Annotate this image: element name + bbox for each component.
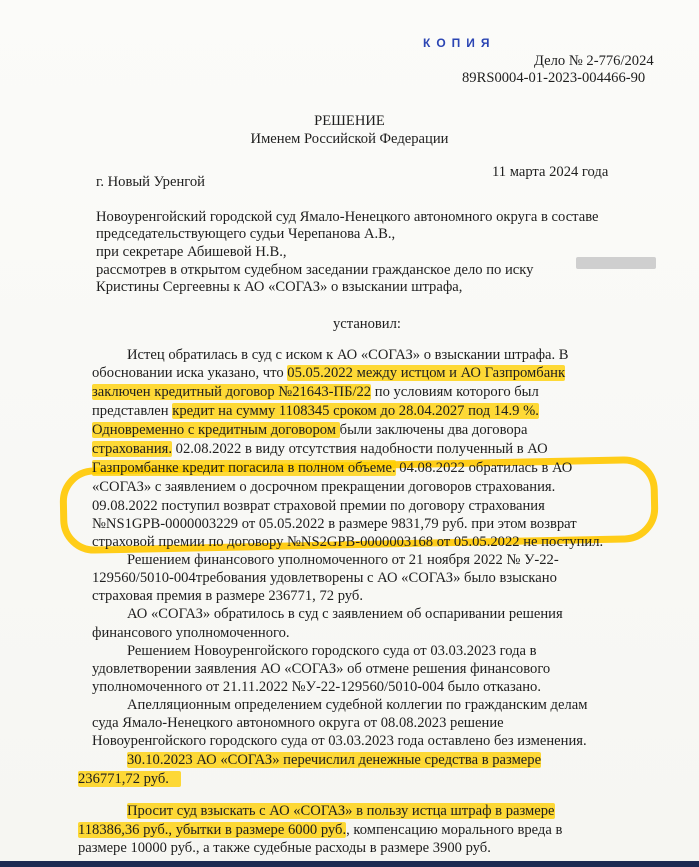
body-line: Решением финансового уполномоченного от 21 ноября 2022 № У-22- [127, 552, 559, 568]
body-line: Решением Новоуренгойского городского суда от 03.03.2023 года в [127, 643, 537, 659]
intro-line: при секретаре Абишевой Н.В., [96, 244, 287, 260]
highlight: Газпромбанке кредит погасила в полном объеме. [92, 460, 396, 476]
body-line: обосновании иска указано, что 05.05.2022 между истцом и АО Газпромбанк [92, 365, 566, 381]
body-line: 118386,36 руб., убытки в размере 6000 руб., компенсацию морального вреда в [78, 822, 563, 838]
highlight: заключен кредитный договор №21643-ПБ/22 [92, 384, 372, 400]
highlight: 236771,72 руб. [78, 771, 181, 787]
redacted-surname [576, 257, 656, 269]
intro-line: рассмотрев в открытом судебном заседании гражданское дело по иску [96, 262, 534, 278]
highlight: страхования. [92, 441, 173, 457]
body-line [127, 751, 541, 769]
case-number: Дело № 2-776/2024 [534, 53, 654, 69]
body-line: удовлетворении заявления АО «СОГАЗ» об отмене решения финансового [92, 661, 551, 677]
intro-line: Кристины Сергеевны к АО «СОГАЗ» о взыскании штрафа, [96, 279, 463, 295]
highlight: Просит суд взыскать с АО «СОГАЗ» в пользу истца штраф в размере [127, 803, 555, 819]
body-line: размере 10000 руб., а также судебные расходы в размере 3900 руб. [78, 840, 491, 856]
case-id: 89RS0004-01-2023-004466-90 [462, 70, 646, 86]
body-line: Апелляционным определением судебной коллегии по гражданским делам [127, 697, 588, 713]
body-line: 09.08.2022 поступил возврат страховой премии по договору страхования [92, 498, 545, 514]
place: г. Новый Уренгой [96, 174, 205, 190]
body-line: Новоуренгойского городского суда от 03.03.2023 года оставлено без изменения. [92, 733, 587, 749]
intro-line: председательствующего судьи Черепанова А.В., [96, 226, 396, 242]
established-heading: установил: [333, 316, 401, 332]
body-line [78, 770, 181, 788]
copy-stamp: КОПИЯ [423, 36, 496, 50]
body-line: Одновременно с кредитным договором были заключены два договора [92, 422, 528, 438]
bottom-bar [0, 861, 699, 867]
body-line: 129560/5010-004требования удовлетворены с АО «СОГАЗ» было взыскано [92, 570, 557, 586]
highlight: 30.10.2023 АО «СОГАЗ» перечислил денежные средства в размере [127, 752, 542, 768]
body-line: «СОГАЗ» с заявлением о досрочном прекращении договоров страхования. [92, 479, 556, 495]
document-subtitle: Именем Российской Федерации [250, 131, 449, 147]
body-line: АО «СОГАЗ» обратилось в суд с заявлением об оспаривании решения [127, 606, 563, 622]
body-line: представлен кредит на сумму 1108345 сроком до 28.04.2027 под 14.9 %. [92, 403, 539, 419]
date: 11 марта 2024 года [492, 164, 609, 180]
highlight: кредит на сумму 1108345 сроком до 28.04.2027 под 14.9 %. [172, 403, 539, 419]
highlight: 118386,36 руб., убытки в размере 6000 руб. [78, 822, 347, 838]
body-line: финансового уполномоченного. [92, 625, 290, 641]
body-line: №NS1GPB-0000003229 от 05.05.2022 в размере 9831,79 руб. при этом возврат [92, 516, 577, 532]
body-line: страховой премии по договору №NS2GPB-0000003168 от 05.05.2022 не поступил. [92, 534, 604, 550]
body-line: Истец обратилась в суд с иском к АО «СОГАЗ» о взыскании штрафа. В [127, 347, 569, 363]
document-title: РЕШЕНИЕ [314, 113, 385, 129]
body-line: страхования. 02.08.2022 в виду отсутствия надобности полученный в АО [92, 441, 548, 457]
body-line: уполномоченного от 21.11.2022 №У-22-129560/5010-004 было отказано. [92, 679, 541, 695]
body-line: суда Ямало-Ненецкого автономного округа от 08.08.2023 решение [92, 715, 504, 731]
highlight: Одновременно с кредитным договором [92, 422, 340, 438]
body-line: Газпромбанке кредит погасила в полном объеме. 04.08.2022 обратилась в АО [92, 460, 573, 476]
body-line [127, 802, 555, 820]
intro-line: Новоуренгойский городской суд Ямало-Ненецкого автономного округа в составе [96, 209, 599, 225]
highlight: 05.05.2022 между истцом и АО Газпромбанк [287, 365, 566, 381]
body-line: заключен кредитный договор №21643-ПБ/22 по условиям которого был [92, 384, 539, 400]
body-line: страховая премия в размере 236771, 72 руб. [92, 588, 363, 604]
